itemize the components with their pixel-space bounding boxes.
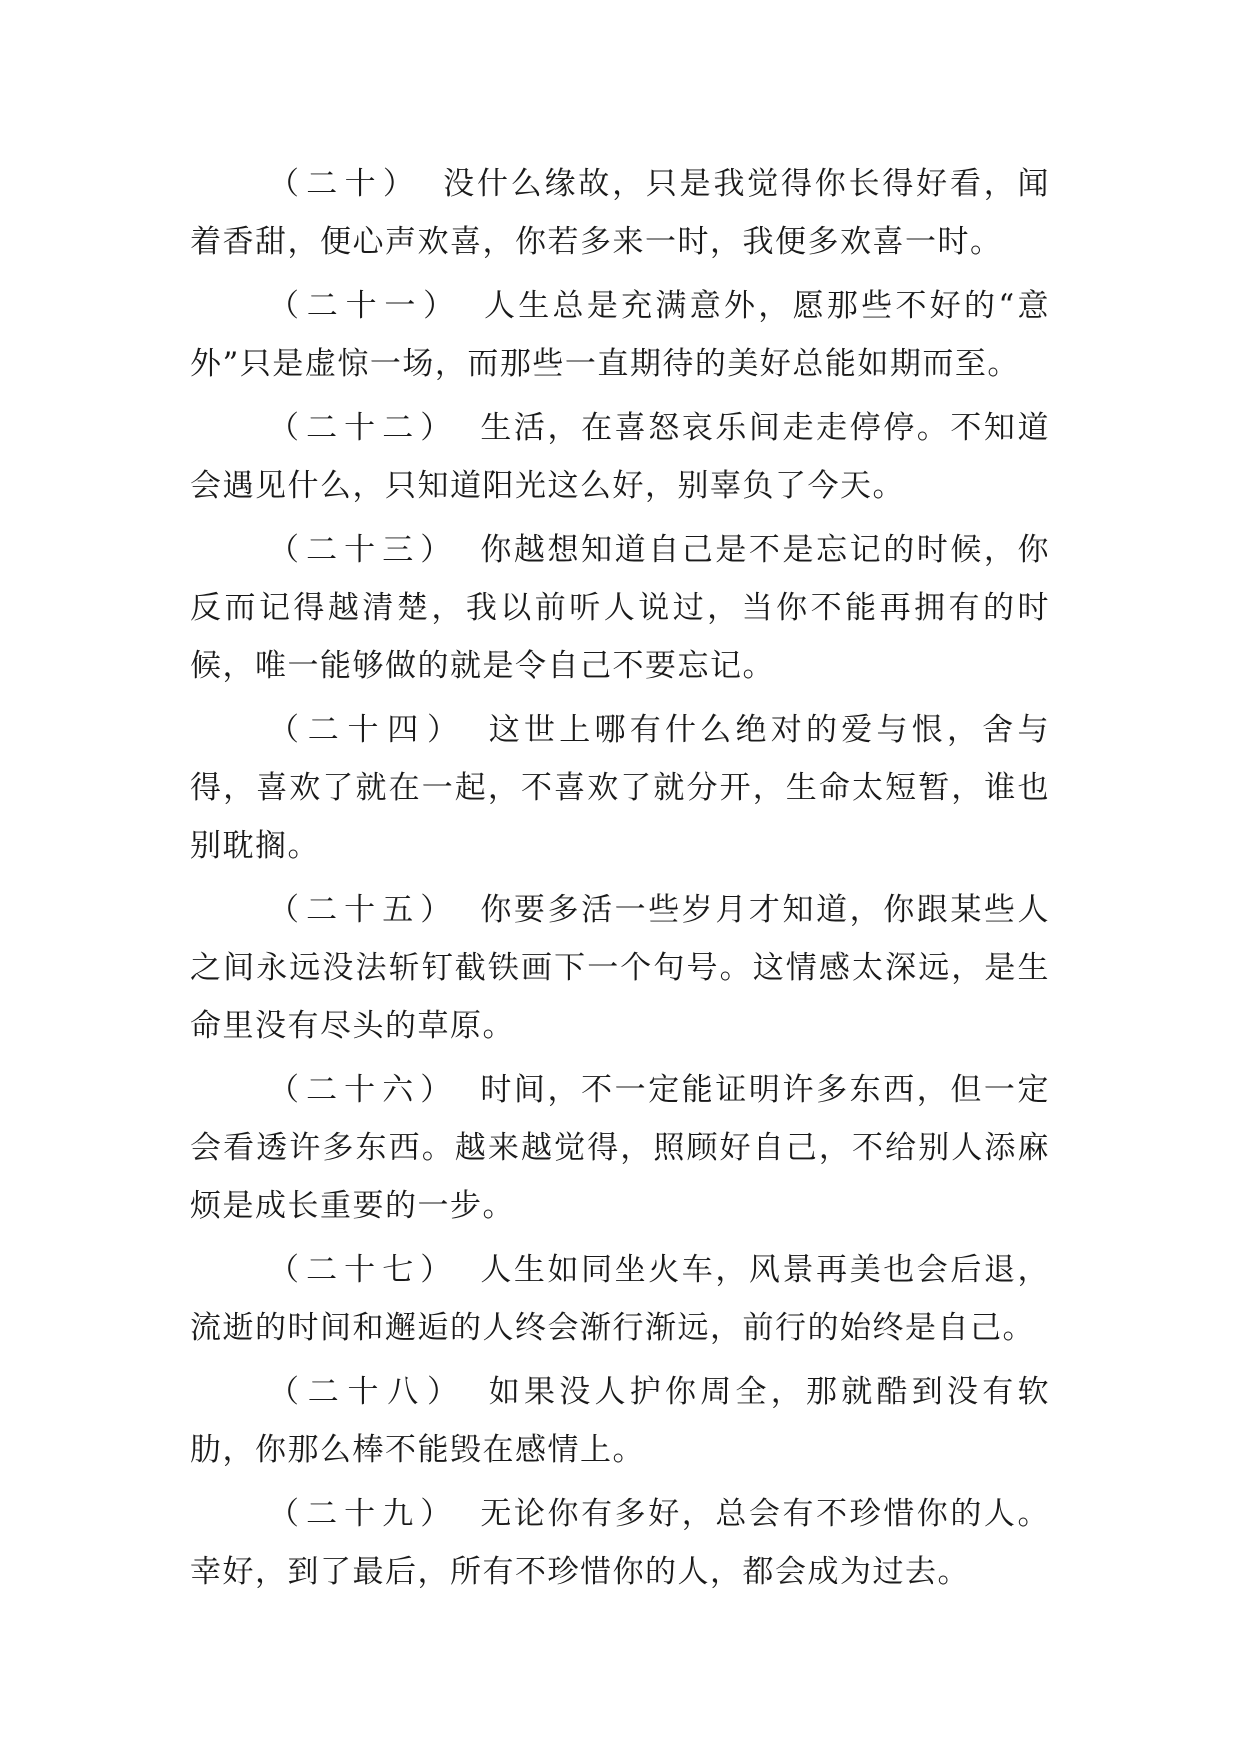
paragraph-26 [190,1061,1050,1235]
paragraph-text: 无论你有多好，总会有不珍惜你的人。幸好，到了最后，所有不珍惜你的人，都会成为过去。 [190,1496,1051,1590]
paragraph-number: （二十） [268,166,422,202]
document-body [190,155,1050,1607]
paragraph-number: （二十七） [268,1252,459,1288]
paragraph-text: 如果没人护你周全，那就酷到没有软肋，你那么棒不能毁在感情上。 [190,1374,1050,1468]
paragraph-number: （二十六） [268,1072,459,1108]
paragraph-text: 这世上哪有什么绝对的爱与恨，舍与得，喜欢了就在一起，不喜欢了就分开，生命太短暂，谁也别耽搁。 [190,712,1050,864]
paragraph-number: （二十八） [268,1374,467,1410]
paragraph-number: （二十二） [268,410,459,446]
paragraph-number: （二十九） [268,1496,459,1532]
paragraph-23 [190,521,1050,695]
paragraph-29 [190,1485,1050,1601]
paragraph-text: 没什么缘故，只是我觉得你长得好看，闻着香甜，便心声欢喜，你若多来一时，我便多欢喜一时。 [190,166,1051,260]
paragraph-28 [190,1363,1050,1479]
paragraph-21 [190,277,1050,393]
paragraph-text: 生活，在喜怒哀乐间走走停停。不知道会遇见什么，只知道阳光这么好，别辜负了今天。 [190,410,1051,504]
paragraph-22 [190,399,1050,515]
paragraph-number: （二十一） [268,288,462,324]
paragraph-text: 你要多活一些岁月才知道，你跟某些人之间永远没法斩钉截铁画下一个句号。这情感太深远，是生命里没有尽头的草原。 [190,892,1051,1044]
paragraph-27 [190,1241,1050,1357]
paragraph-number: （二十三） [268,532,459,568]
paragraph-number: （二十五） [268,892,459,928]
paragraph-20 [190,155,1050,271]
paragraph-number: （二十四） [268,712,467,748]
paragraph-25 [190,881,1050,1055]
paragraph-text: 人生总是充满意外，愿那些不好的“意外”只是虚惊一场，而那些一直期待的美好总能如期而至。 [190,288,1050,382]
paragraph-text: 你越想知道自己是不是忘记的时候，你反而记得越清楚，我以前听人说过，当你不能再拥有的时候，唯一能够做的就是令自己不要忘记。 [190,532,1051,684]
paragraph-text: 人生如同坐火车，风景再美也会后退，流逝的时间和邂逅的人终会渐行渐远，前行的始终是自己。 [190,1252,1051,1346]
paragraph-24 [190,701,1050,875]
paragraph-text: 时间，不一定能证明许多东西，但一定会看透许多东西。越来越觉得，照顾好自己，不给别人添麻烦是成长重要的一步。 [190,1072,1051,1224]
